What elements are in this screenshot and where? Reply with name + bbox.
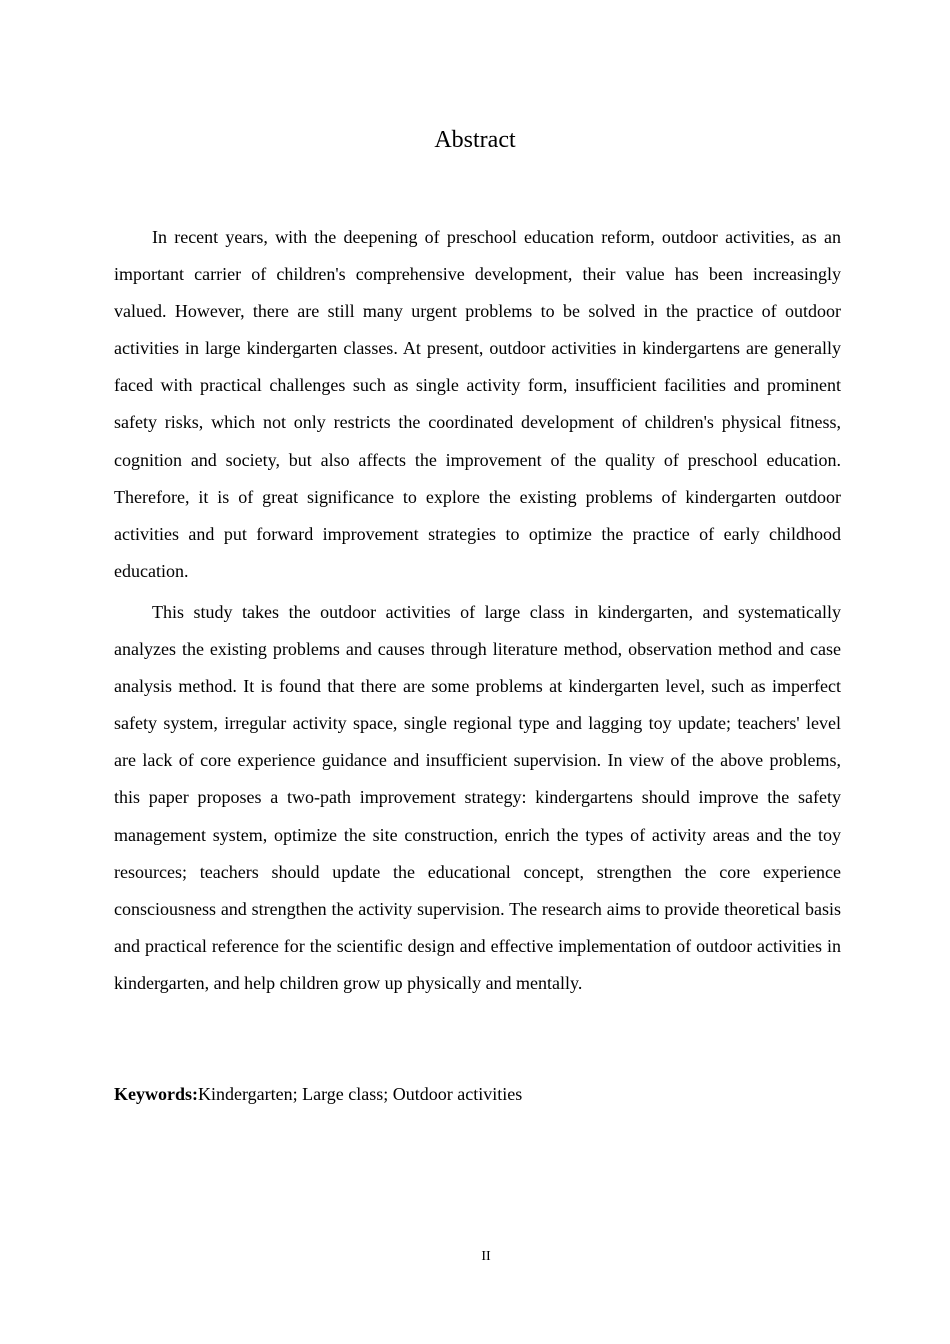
keywords-line	[114, 1079, 841, 1109]
keywords-value: Kindergarten; Large class; Outdoor activities	[198, 1084, 523, 1104]
page-number: II	[481, 1249, 491, 1264]
page-title: Abstract	[434, 127, 516, 153]
abstract-paragraph-1: In recent years, with the deepening of preschool education reform, outdoor activities, as an important carrier of children's comprehensive development, their value has been increasingly valued. However, there are still many urgent problems to be solved in the practice of outdoor activities in large kindergarten classes. At present, outdoor activities in kindergartens are generally faced with practical challenges such as single activity form, insufficient facilities and prominent safety risks, which not only restricts the coordinated development of children's physical fitness, cognition and society, but also affects the improvement of the quality of preschool education. Therefore, it is of great significance to explore the existing problems of kindergarten outdoor activities and put forward improvement strategies to optimize the practice of early childhood education.	[114, 227, 841, 581]
abstract-body	[114, 219, 841, 1002]
abstract-paragraph-2: This study takes the outdoor activities of large class in kindergarten, and systematically analyzes the existing problems and causes through literature method, observation method and case analysis method. It is found that there are some problems at kindergarten level, such as imperfect safety system, irregular activity space, single regional type and lagging toy update; teachers' level are lack of core experience guidance and insufficient supervision. In view of the above problems, this paper proposes a two-path improvement strategy: kindergartens should improve the safety management system, optimize the site construction, enrich the types of activity areas and the toy resources; teachers should update the educational concept, strengthen the core experience consciousness and strengthen the activity supervision. The research aims to provide theoretical basis and practical reference for the scientific design and effective implementation of outdoor activities in kindergarten, and help children grow up physically and mentally.	[114, 601, 841, 993]
keywords-label: Keywords:	[114, 1084, 198, 1104]
